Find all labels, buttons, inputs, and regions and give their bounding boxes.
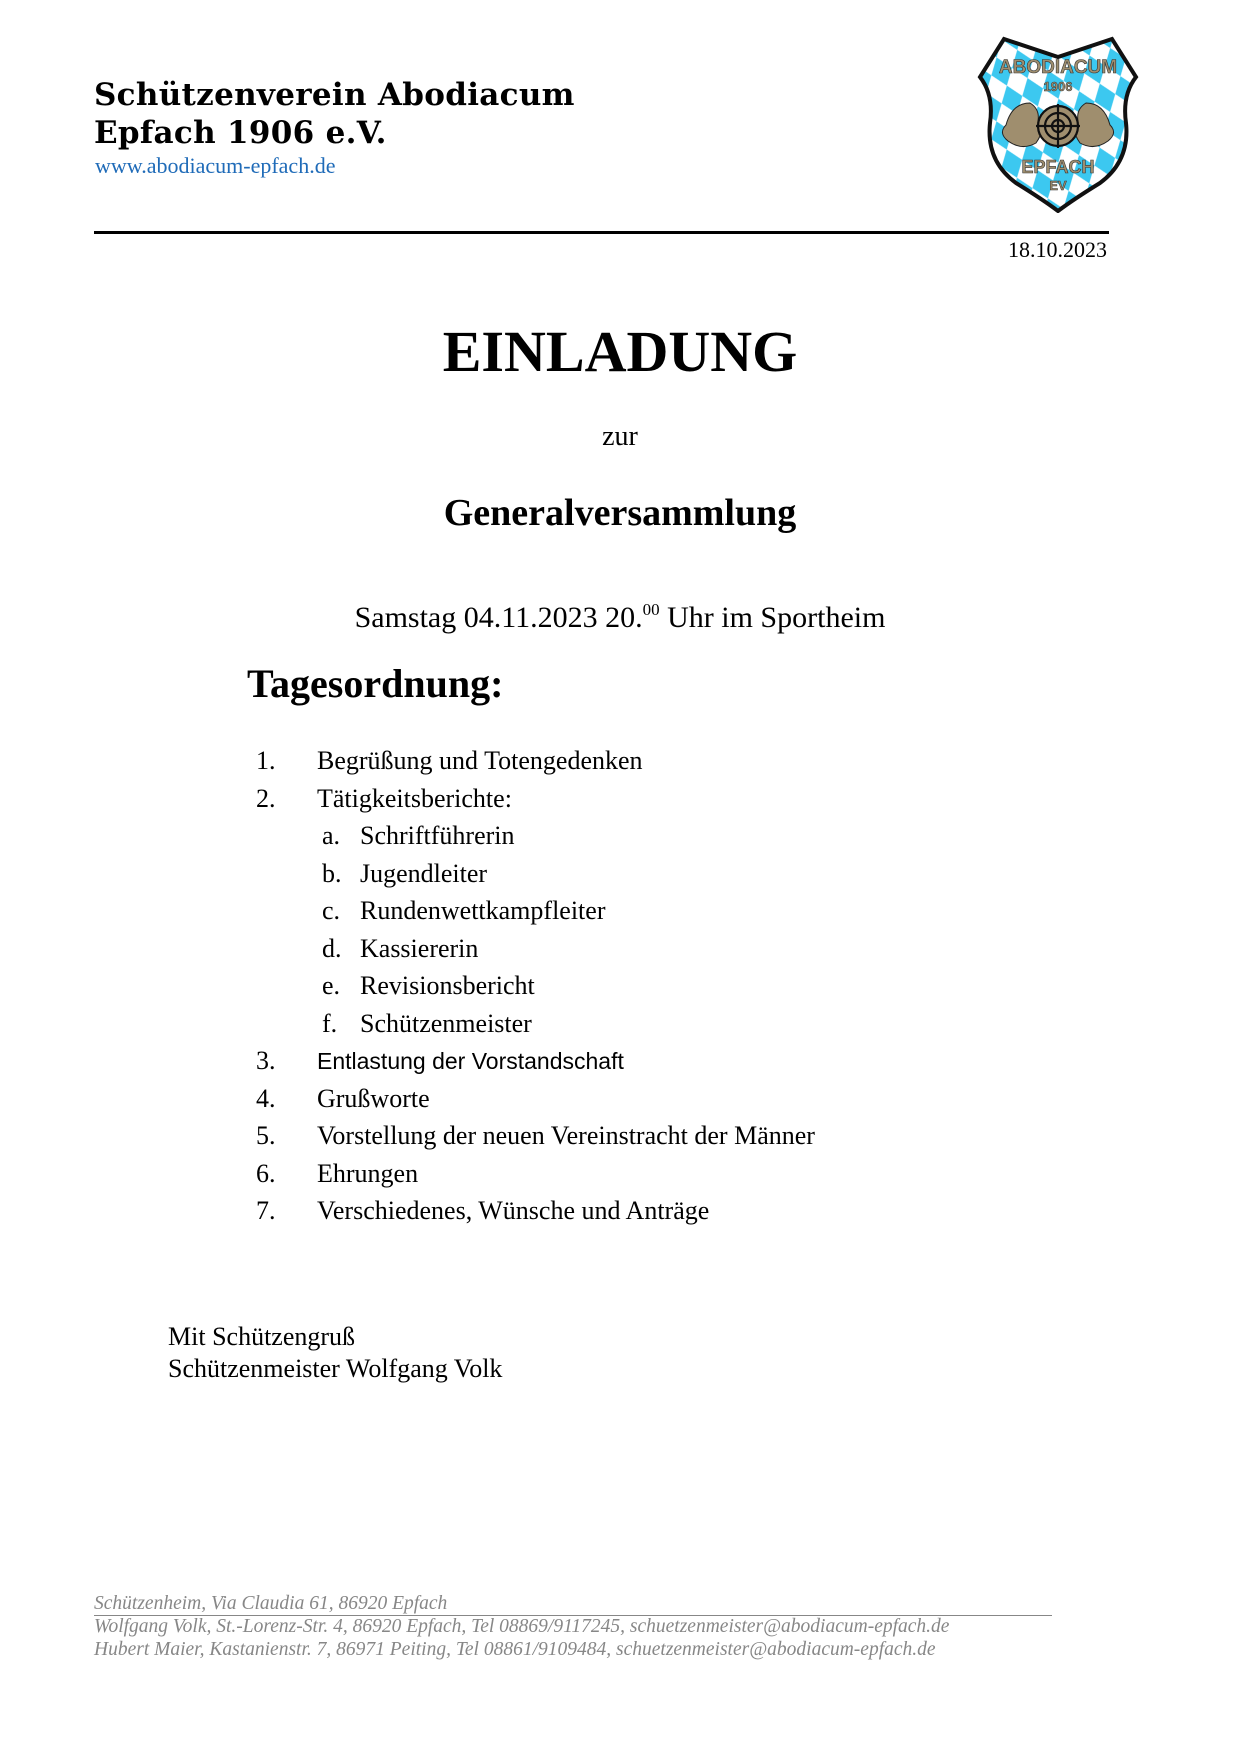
agenda-item-number: 3. bbox=[256, 1046, 276, 1075]
agenda-item-text: Begrüßung und Totengedenken bbox=[317, 746, 643, 775]
agenda-item-number: 2. bbox=[256, 784, 276, 813]
club-name-line2: Epfach 1906 e.V. bbox=[94, 115, 387, 151]
title-connector: zur bbox=[602, 421, 638, 452]
header-divider bbox=[94, 231, 1109, 234]
page-subtitle: Generalversammlung bbox=[443, 492, 797, 534]
agenda-heading: Tagesordnung: bbox=[247, 661, 504, 706]
agenda-subitem-letter: f. bbox=[322, 1009, 338, 1038]
agenda-subitem-text: Rundenwettkampfleiter bbox=[360, 896, 606, 925]
agenda-subitem-text: Jugendleiter bbox=[360, 859, 488, 888]
agenda-subitem-text: Schriftführerin bbox=[360, 821, 515, 850]
closing-signature: Schützenmeister Wolfgang Volk bbox=[168, 1354, 503, 1383]
document-date: 18.10.2023 bbox=[1008, 237, 1107, 262]
agenda-item-text: Ehrungen bbox=[317, 1159, 419, 1188]
page-title: EINLADUNG bbox=[442, 319, 798, 384]
svg-text:ABODIACUM: ABODIACUM bbox=[998, 57, 1118, 78]
event-location: Uhr im Sportheim bbox=[659, 601, 886, 634]
agenda-subitem-letter: a. bbox=[322, 821, 341, 850]
footer-contact-deputy: Hubert Maier, Kastanienstr. 7, 86971 Peiting, Tel 08861/9109484, schuetzenmeister@abodiacum-epfach.de bbox=[94, 1639, 936, 1660]
agenda-subitem-letter: e. bbox=[322, 971, 341, 1000]
agenda-item-text: Entlastung der Vorstandschaft bbox=[317, 1048, 624, 1074]
agenda-item-text: Grußworte bbox=[317, 1084, 430, 1113]
svg-text:1906: 1906 bbox=[1043, 79, 1073, 94]
agenda-item-number: 4. bbox=[256, 1084, 276, 1113]
closing-greeting: Mit Schützengruß bbox=[168, 1322, 356, 1351]
club-name-line1: Schützenverein Abodiacum bbox=[94, 77, 575, 113]
agenda-item-text: Tätigkeitsberichte: bbox=[317, 784, 512, 813]
footer-contact-chairman: Wolfgang Volk, St.-Lorenz-Str. 4, 86920 Epfach, Tel 08869/9117245, schuetzenmeister@abodiacum-epfach.de bbox=[94, 1616, 950, 1637]
footer-venue-address: Schützenheim, Via Claudia 61, 86920 Epfach bbox=[94, 1593, 448, 1614]
agenda-item-number: 7. bbox=[256, 1196, 276, 1225]
agenda-subitem-letter: c. bbox=[322, 896, 341, 925]
agenda-item-text: Vorstellung der neuen Vereinstracht der Männer bbox=[317, 1121, 815, 1150]
agenda-item-number: 5. bbox=[256, 1121, 276, 1150]
agenda-subitem-text: Schützenmeister bbox=[360, 1009, 532, 1038]
agenda-subitem-text: Kassiererin bbox=[360, 934, 479, 963]
agenda-subitem-letter: d. bbox=[322, 934, 342, 963]
agenda-item-number: 1. bbox=[256, 746, 276, 775]
agenda-subitem-letter: b. bbox=[322, 859, 342, 888]
club-crest-icon bbox=[976, 33, 1140, 213]
svg-text:EPFACH: EPFACH bbox=[1021, 157, 1095, 177]
agenda-subitem-text: Revisionsbericht bbox=[360, 971, 535, 1000]
svg-text:EV: EV bbox=[1049, 178, 1067, 193]
club-website-link[interactable]: www.abodiacum-epfach.de bbox=[95, 153, 336, 178]
event-minutes: 00 bbox=[642, 600, 660, 619]
agenda-item-text: Verschiedenes, Wünsche und Anträge bbox=[317, 1196, 710, 1225]
event-date-time: Samstag 04.11.2023 20. bbox=[354, 601, 643, 634]
agenda-item-number: 6. bbox=[256, 1159, 276, 1188]
event-datetime bbox=[0, 600, 1240, 634]
